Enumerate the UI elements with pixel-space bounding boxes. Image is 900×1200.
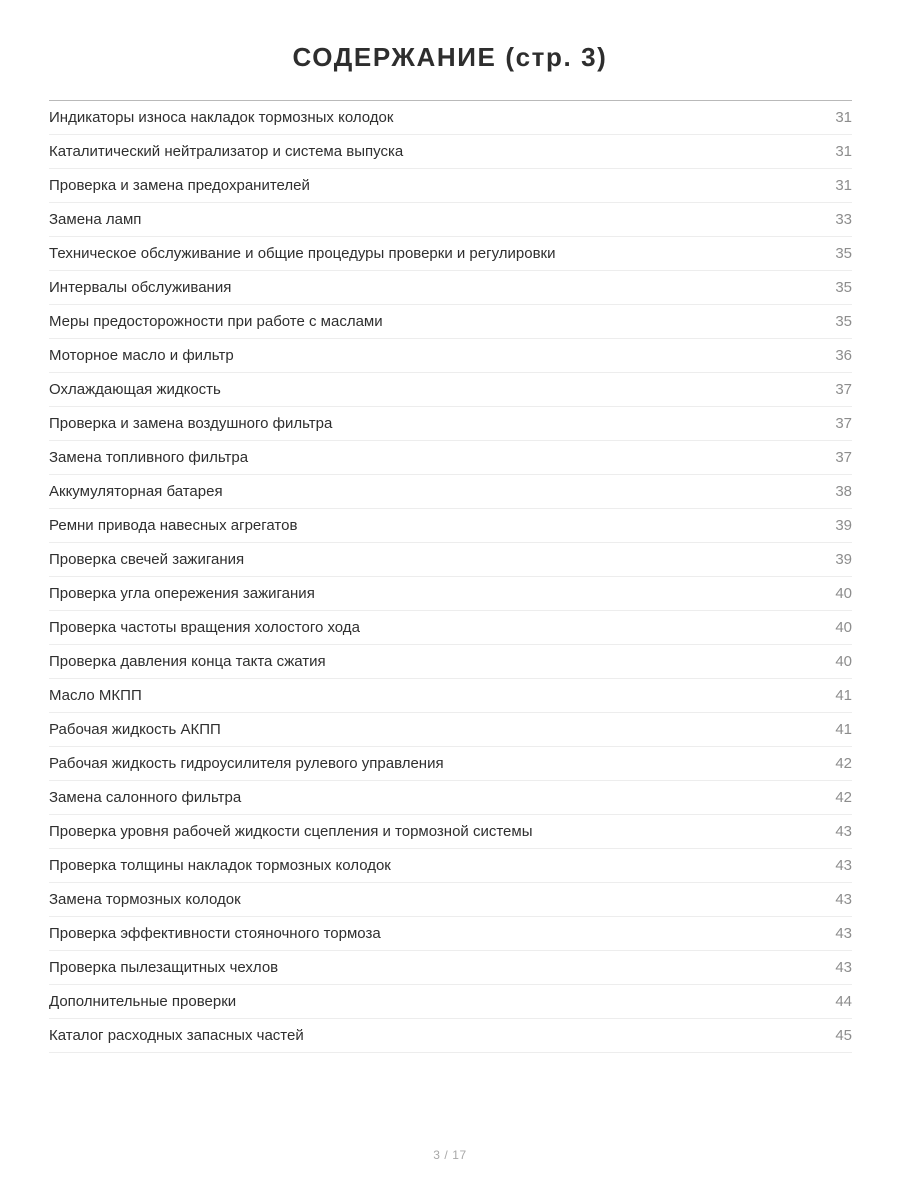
toc-entry-title: Ремни привода навесных агрегатов — [49, 517, 298, 534]
toc-entry-title: Проверка эффективности стояночного тормоза — [49, 925, 381, 942]
toc-entry[interactable] — [49, 203, 852, 237]
toc-entry-page-number: 41 — [835, 721, 852, 738]
toc-entry-page-number: 31 — [835, 177, 852, 194]
toc-entry-title: Рабочая жидкость АКПП — [49, 721, 221, 738]
toc-entry[interactable] — [49, 713, 852, 747]
toc-entry-page-number: 43 — [835, 823, 852, 840]
toc-entry-page-number: 37 — [835, 415, 852, 432]
toc-entry[interactable] — [49, 305, 852, 339]
toc-entry[interactable] — [49, 373, 852, 407]
toc-entry-title: Дополнительные проверки — [49, 993, 237, 1010]
toc-entry-title: Индикаторы износа накладок тормозных колодок — [49, 109, 394, 126]
toc-entry-title: Проверка частоты вращения холостого хода — [49, 619, 360, 636]
toc-entry[interactable] — [49, 883, 852, 917]
toc-entry[interactable] — [49, 441, 852, 475]
toc-entry-title: Замена салонного фильтра — [49, 789, 242, 806]
toc-entry-page-number: 37 — [835, 449, 852, 466]
toc-entry-title: Аккумуляторная батарея — [49, 483, 223, 500]
toc-entry-title: Проверка и замена воздушного фильтра — [49, 415, 333, 432]
toc-entry[interactable] — [49, 543, 852, 577]
toc-entry[interactable] — [49, 917, 852, 951]
toc-entry[interactable] — [49, 577, 852, 611]
toc-entry-page-number: 44 — [835, 993, 852, 1010]
toc-entry[interactable] — [49, 781, 852, 815]
toc-entry-title: Моторное масло и фильтр — [49, 347, 234, 364]
toc-entry[interactable] — [49, 101, 852, 135]
toc-entry-page-number: 43 — [835, 959, 852, 976]
toc-entry-page-number: 35 — [835, 245, 852, 262]
toc-entry[interactable] — [49, 645, 852, 679]
toc-entry[interactable] — [49, 815, 852, 849]
toc-entry[interactable] — [49, 339, 852, 373]
toc-entry[interactable] — [49, 475, 852, 509]
toc-entry-title: Техническое обслуживание и общие процедуры проверки и регулировки — [49, 245, 556, 262]
toc-entry-page-number: 39 — [835, 551, 852, 568]
toc-entry-title: Масло МКПП — [49, 687, 142, 704]
toc-entry-title: Проверка угла опережения зажигания — [49, 585, 315, 602]
toc-entry-page-number: 45 — [835, 1027, 852, 1044]
toc-entry-page-number: 42 — [835, 789, 852, 806]
toc-entry-page-number: 31 — [835, 143, 852, 160]
toc-entry-title: Проверка давления конца такта сжатия — [49, 653, 326, 670]
toc-entry[interactable] — [49, 509, 852, 543]
table-of-contents-list — [0, 101, 900, 1053]
toc-entry-title: Рабочая жидкость гидроусилителя рулевого управления — [49, 755, 444, 772]
toc-entry-page-number: 43 — [835, 857, 852, 874]
page-title: СОДЕРЖАНИЕ (стр. 3) — [292, 42, 608, 72]
toc-entry[interactable] — [49, 135, 852, 169]
toc-entry-page-number: 41 — [835, 687, 852, 704]
page-footer: 3 / 17 — [433, 1148, 467, 1162]
toc-entry-page-number: 37 — [835, 381, 852, 398]
toc-entry[interactable] — [49, 679, 852, 713]
toc-entry-title: Меры предосторожности при работе с маслами — [49, 313, 383, 330]
toc-entry-page-number: 40 — [835, 585, 852, 602]
toc-entry[interactable] — [49, 747, 852, 781]
toc-entry[interactable] — [49, 237, 852, 271]
toc-entry[interactable] — [49, 169, 852, 203]
toc-entry-title: Замена топливного фильтра — [49, 449, 249, 466]
toc-entry-title: Охлаждающая жидкость — [49, 381, 221, 398]
toc-entry[interactable] — [49, 271, 852, 305]
toc-entry-title: Проверка уровня рабочей жидкости сцепления и тормозной системы — [49, 823, 533, 840]
toc-entry-page-number: 33 — [835, 211, 852, 228]
toc-entry-page-number: 40 — [835, 653, 852, 670]
toc-entry[interactable] — [49, 407, 852, 441]
toc-entry-page-number: 35 — [835, 279, 852, 296]
toc-entry-title: Замена ламп — [49, 211, 142, 228]
toc-entry-page-number: 42 — [835, 755, 852, 772]
toc-entry[interactable] — [49, 951, 852, 985]
toc-entry-title: Замена тормозных колодок — [49, 891, 241, 908]
toc-entry-page-number: 38 — [835, 483, 852, 500]
toc-entry-title: Проверка пылезащитных чехлов — [49, 959, 279, 976]
toc-entry-title: Проверка и замена предохранителей — [49, 177, 310, 194]
toc-entry-page-number: 43 — [835, 891, 852, 908]
toc-entry-page-number: 35 — [835, 313, 852, 330]
toc-entry-page-number: 39 — [835, 517, 852, 534]
toc-entry-page-number: 31 — [835, 109, 852, 126]
toc-entry-title: Проверка толщины накладок тормозных колодок — [49, 857, 391, 874]
toc-entry[interactable] — [49, 985, 852, 1019]
toc-entry-page-number: 43 — [835, 925, 852, 942]
toc-entry-title: Каталог расходных запасных частей — [49, 1027, 304, 1044]
toc-entry-page-number: 40 — [835, 619, 852, 636]
toc-entry-title: Каталитический нейтрализатор и система выпуска — [49, 143, 404, 160]
toc-entry[interactable] — [49, 849, 852, 883]
toc-entry-title: Интервалы обслуживания — [49, 279, 232, 296]
toc-entry[interactable] — [49, 1019, 852, 1053]
toc-entry-title: Проверка свечей зажигания — [49, 551, 245, 568]
toc-entry[interactable] — [49, 611, 852, 645]
toc-entry-page-number: 36 — [835, 347, 852, 364]
